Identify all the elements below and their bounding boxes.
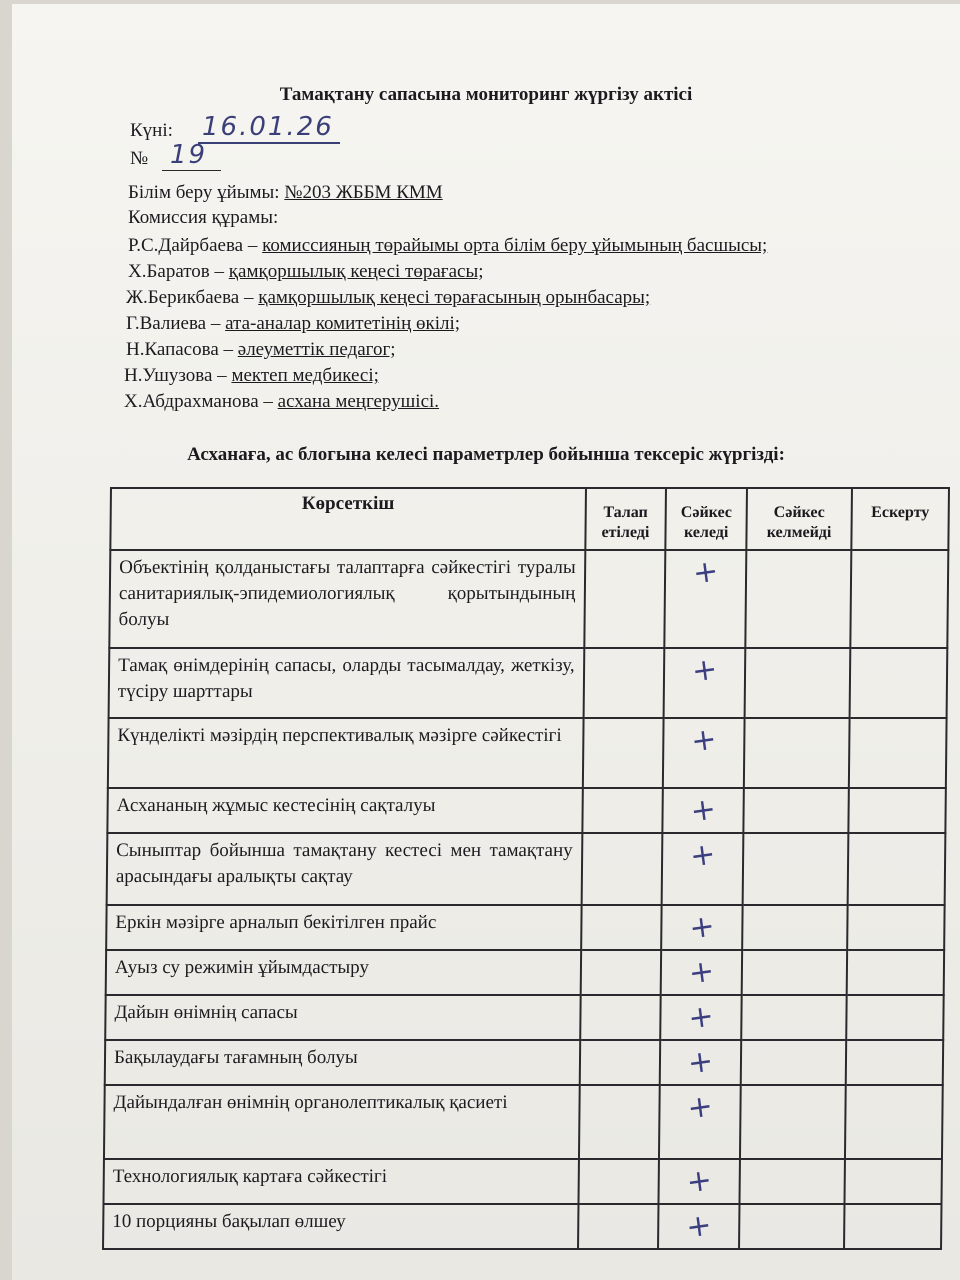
table-row	[103, 1204, 941, 1249]
commission-label: Комиссия құрамы:	[128, 207, 279, 228]
check-mark: +	[690, 651, 720, 690]
required-cell	[581, 905, 662, 950]
table-row	[107, 788, 945, 833]
number-value: 19	[162, 140, 221, 171]
check-mark: +	[685, 1043, 716, 1082]
document-title: Тамақтану сапасына мониторинг жүргізу актісі	[279, 84, 693, 105]
table-row	[105, 995, 943, 1040]
noncompliant-cell	[745, 550, 851, 648]
note-cell	[850, 550, 948, 648]
noncompliant-cell	[741, 995, 846, 1040]
indicator-cell: Асхананың жұмыс кестесінің сақталуы	[107, 788, 582, 833]
compliant-cell	[662, 833, 744, 905]
compliant-cell	[661, 905, 742, 950]
noncompliant-cell	[740, 1159, 845, 1204]
member-role: ата-аналар комитетінің өкілі;	[225, 313, 461, 334]
indicator-cell: Объектінің қолданыстағы талаптарға сәйкестігі туралы санитариялық-эпидемиологиялық қорытындының болуы	[109, 550, 585, 648]
date-line	[130, 120, 173, 142]
organization-value: №203 ЖББМ КММ	[284, 182, 443, 203]
header-required: Талап етіледі	[585, 488, 666, 550]
noncompliant-cell	[743, 788, 848, 833]
check-mark: +	[686, 998, 716, 1037]
member-row	[126, 339, 396, 361]
compliant-cell	[665, 550, 747, 648]
check-mark: +	[688, 836, 718, 875]
table-row	[109, 648, 948, 718]
member-role: қамқоршылық кеңесі төрағасының орынбасары;	[258, 287, 651, 308]
member-name: Г.Валиева –	[126, 313, 221, 334]
compliant-cell	[661, 950, 742, 995]
check-mark: +	[688, 791, 718, 830]
member-row	[128, 261, 484, 283]
required-cell	[578, 1085, 660, 1159]
check-mark: +	[684, 1207, 714, 1246]
note-cell	[847, 950, 944, 995]
note-cell	[850, 648, 948, 718]
table-row	[108, 718, 947, 788]
table-row	[106, 905, 944, 950]
required-cell	[582, 788, 663, 833]
note-cell	[848, 788, 945, 833]
required-cell	[578, 1204, 659, 1249]
header-compliant: Сәйкес келеді	[666, 488, 747, 550]
member-role: комиссияның төрайымы орта білім беру ұйымының басшысы;	[262, 235, 768, 256]
check-mark: +	[685, 1088, 715, 1127]
member-row	[126, 287, 650, 309]
member-name: Х.Абдрахманова –	[124, 391, 273, 412]
member-row	[124, 365, 379, 387]
note-cell	[845, 1085, 943, 1159]
member-name: Р.С.Дайрбаева –	[128, 235, 258, 256]
check-mark: +	[691, 553, 721, 592]
noncompliant-cell	[743, 833, 849, 905]
organization-label: Білім беру ұйымы:	[128, 182, 280, 203]
check-mark: +	[689, 721, 719, 760]
note-cell	[846, 1040, 943, 1085]
table-row	[105, 1040, 943, 1085]
compliant-cell	[658, 1204, 739, 1249]
indicator-cell: Ауыз су режимін ұйымдастыру	[106, 950, 581, 995]
indicator-cell: 10 порцияны бақылап өлшеу	[103, 1204, 578, 1249]
compliant-cell	[663, 718, 744, 788]
indicator-cell: Еркін мәзірге арналып бекітілген прайс	[106, 905, 581, 950]
required-cell	[580, 995, 661, 1040]
noncompliant-cell	[741, 1040, 846, 1085]
compliant-cell	[660, 1040, 741, 1085]
check-mark: +	[686, 953, 717, 992]
compliant-cell	[659, 1085, 741, 1159]
required-cell	[581, 833, 663, 905]
required-cell	[584, 550, 666, 648]
member-row	[124, 391, 439, 413]
member-name: Ж.Берикбаева –	[126, 287, 254, 308]
member-name: Н.Капасова –	[126, 339, 234, 360]
required-cell	[582, 718, 663, 788]
date-value: 16.01.26	[198, 112, 340, 144]
compliant-cell	[664, 648, 745, 718]
required-cell	[578, 1159, 659, 1204]
indicator-cell: Технологиялық картаға сәйкестігі	[103, 1159, 578, 1204]
member-role: асхана меңгерушісі.	[277, 391, 440, 412]
noncompliant-cell	[744, 718, 850, 788]
note-cell	[844, 1204, 941, 1249]
member-role: қамқоршылық кеңесі төрағасы;	[228, 261, 484, 282]
required-cell	[579, 1040, 660, 1085]
note-cell	[847, 905, 944, 950]
note-cell	[845, 1159, 942, 1204]
header-indicator: Көрсеткіш	[110, 488, 585, 550]
organization-line	[128, 182, 443, 204]
check-mark: +	[687, 908, 717, 947]
header-note: Ескерту	[851, 488, 949, 550]
indicator-cell: Дайындалған өнімнің органолептикалық қасиеті	[104, 1085, 579, 1159]
compliant-cell	[660, 995, 741, 1040]
member-row	[126, 313, 460, 335]
compliant-cell	[663, 788, 744, 833]
table-caption: Асханаға, ас блогына келесі параметрлер бойынша тексеріс жүргізді:	[187, 444, 785, 465]
noncompliant-cell	[742, 905, 847, 950]
inspection-table	[102, 487, 950, 1250]
table-row	[103, 1159, 941, 1204]
noncompliant-cell	[740, 1085, 846, 1159]
indicator-cell: Бақылаудағы тағамның болуы	[105, 1040, 580, 1085]
member-row	[128, 235, 767, 257]
member-role: әлеуметтік педагог;	[237, 339, 396, 360]
member-role: мектеп медбикесі;	[231, 365, 379, 386]
table-row	[104, 1085, 943, 1159]
note-cell	[849, 718, 947, 788]
check-mark: +	[684, 1162, 715, 1201]
member-name: Х.Баратов –	[128, 261, 225, 282]
noncompliant-cell	[745, 648, 851, 718]
table-row	[106, 950, 944, 995]
number-label: №	[130, 148, 149, 169]
indicator-cell: Сыныптар бойынша тамақтану кестесі мен тамақтану арасындағы аралықты сақтау	[107, 833, 582, 905]
table-row	[109, 550, 948, 648]
note-cell	[848, 833, 946, 905]
member-name: Н.Ушузова –	[124, 365, 227, 386]
required-cell	[580, 950, 661, 995]
compliant-cell	[659, 1159, 740, 1204]
indicator-cell: Дайын өнімнің сапасы	[105, 995, 580, 1040]
note-cell	[846, 995, 943, 1040]
required-cell	[583, 648, 664, 718]
table-row	[107, 833, 946, 905]
number-line	[130, 148, 148, 170]
noncompliant-cell	[742, 950, 847, 995]
indicator-cell: Тамақ өнімдерінің сапасы, оларды тасымалдау, жеткізу, түсіру шарттары	[109, 648, 584, 718]
noncompliant-cell	[739, 1204, 844, 1249]
header-noncompliant: Сәйкес келмейді	[746, 488, 852, 550]
date-label: Күні:	[130, 120, 173, 141]
table-header-row	[110, 488, 949, 550]
indicator-cell: Күнделікті мәзірдің перспективалық мәзірге сәйкестігі	[108, 718, 583, 788]
